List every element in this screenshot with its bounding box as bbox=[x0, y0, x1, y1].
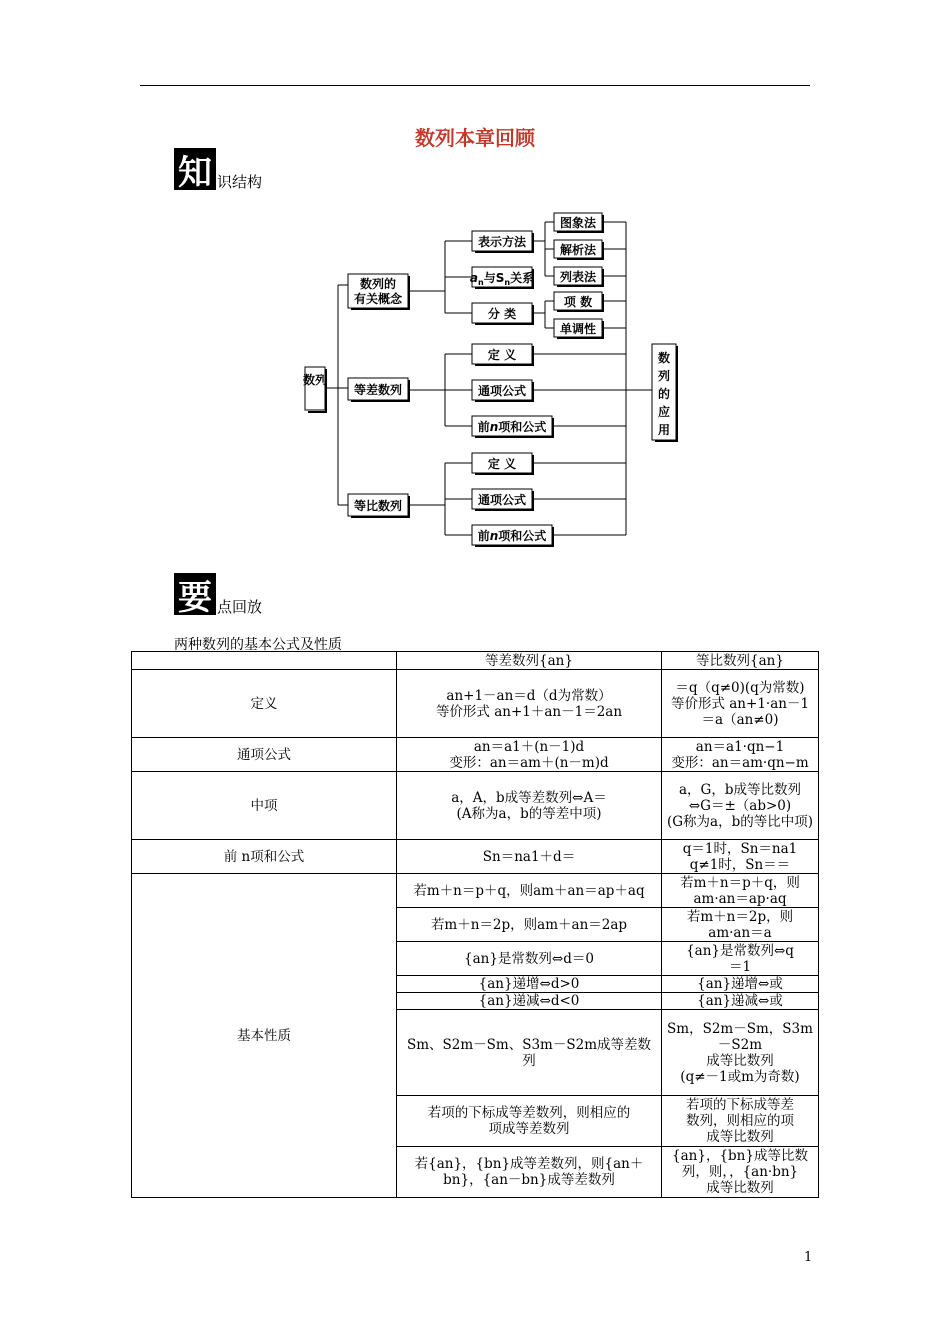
geo-cell: q＝1时，Sn＝na1 q≠1时，Sn＝＝ bbox=[662, 840, 819, 874]
concept-line-2: 有关概念 bbox=[353, 292, 403, 306]
monotonic-node: 单调性 bbox=[559, 322, 597, 336]
geo-sum-node: 前n项和公式 bbox=[477, 529, 547, 543]
table-row bbox=[132, 840, 819, 874]
app-char-3: 的 bbox=[657, 387, 671, 401]
header-rule bbox=[140, 85, 810, 86]
arith-def-node: 定 义 bbox=[487, 348, 517, 362]
app-char-5: 用 bbox=[657, 423, 671, 437]
arith-cell: 若m＋n＝p＋q，则am＋an＝ap＋aq bbox=[397, 874, 662, 908]
arith-cell: Sn＝na1＋d＝ bbox=[397, 840, 662, 874]
formula-table bbox=[131, 651, 819, 1198]
root-label-1: 数列 bbox=[302, 373, 328, 387]
geo-cell: 若m＋n＝2p，则 am·an＝a bbox=[662, 908, 819, 942]
an-sn-node: $a_n$与$S_n$关系 bbox=[469, 271, 535, 287]
geo-cell: {an}是常数列⇔q ＝1 bbox=[662, 942, 819, 976]
section-initial: 知 bbox=[174, 148, 216, 190]
arith-sum-node: 前n项和公式 bbox=[477, 420, 547, 434]
row-label: 前 n项和公式 bbox=[132, 840, 397, 874]
geo-cell: {an}递增⇔或 bbox=[662, 976, 819, 993]
geo-cell: an＝a1·qn−1 变形：an＝am·qn−m bbox=[662, 738, 819, 772]
arith-general-node: 通项公式 bbox=[477, 384, 527, 398]
section-knowledge-structure bbox=[174, 148, 263, 193]
terms-node: 项 数 bbox=[563, 295, 593, 309]
header-cell: 等差数列{an} bbox=[397, 652, 662, 670]
geo-cell: Sm，S2m－Sm，S3m－S2m 成等比数列 (q≠－1或m为奇数) bbox=[662, 1010, 819, 1096]
graph-method-node: 图象法 bbox=[559, 216, 597, 230]
table-header-row bbox=[132, 652, 819, 670]
table-row bbox=[132, 874, 819, 908]
arith-cell: a，A，b成等差数列⇔A＝ (A称为a，b的等差中项) bbox=[397, 772, 662, 840]
list-method-node: 列表法 bbox=[559, 270, 597, 284]
geo-cell: 若项的下标成等差 数列，则相应的项 成等比数列 bbox=[662, 1096, 819, 1147]
arith-cell: Sm、S2m－Sm、S3m－S2m成等差数列 bbox=[397, 1010, 662, 1096]
geo-cell: {an}递减⇔或 bbox=[662, 993, 819, 1010]
app-char-1: 数 bbox=[657, 351, 671, 365]
arith-cell: 若m＋n＝2p，则am＋an＝2ap bbox=[397, 908, 662, 942]
row-label: 基本性质 bbox=[132, 874, 397, 1198]
section-heading: 识结构 bbox=[217, 173, 263, 191]
geo-general-node: 通项公式 bbox=[477, 493, 527, 507]
arith-node: 等差数列 bbox=[353, 383, 403, 397]
table-row bbox=[132, 670, 819, 738]
table-row bbox=[132, 738, 819, 772]
geo-cell: {an}，{bn}成等比数 列，则，，{an·bn} 成等比数列 bbox=[662, 1147, 819, 1198]
section-heading: 点回放 bbox=[217, 598, 263, 616]
arith-cell: 若{an}，{bn}成等差数列，则{an＋ bn}，{an－bn}成等差数列 bbox=[397, 1147, 662, 1198]
arith-cell: {an}是常数列⇔d＝0 bbox=[397, 942, 662, 976]
row-label: 通项公式 bbox=[132, 738, 397, 772]
header-cell bbox=[132, 652, 397, 670]
geo-node: 等比数列 bbox=[353, 499, 403, 513]
app-char-4: 应 bbox=[657, 405, 671, 419]
arith-cell: {an}递增⇔d>0 bbox=[397, 976, 662, 993]
arith-cell: {an}递减⇔d<0 bbox=[397, 993, 662, 1010]
geo-cell: 若m＋n＝p＋q，则 am·an＝ap·aq bbox=[662, 874, 819, 908]
geo-cell: ＝q（q≠0)(q为常数) 等价形式 an+1·an－1＝a（an≠0) bbox=[662, 670, 819, 738]
table-title: 两种数列的基本公式及性质 bbox=[174, 637, 342, 653]
analytic-method-node: 解析法 bbox=[559, 243, 597, 257]
page-number: 1 bbox=[804, 1250, 813, 1265]
table-row bbox=[132, 772, 819, 840]
arith-cell: an＝a1＋(n－1)d 变形：an＝am＋(n－m)d bbox=[397, 738, 662, 772]
arith-cell: an+1－an＝d（d为常数） 等价形式 an+1＋an－1＝2an bbox=[397, 670, 662, 738]
row-label: 定义 bbox=[132, 670, 397, 738]
geo-def-node: 定 义 bbox=[487, 457, 517, 471]
app-char-2: 列 bbox=[657, 369, 671, 383]
knowledge-structure-diagram bbox=[300, 210, 690, 555]
header-cell: 等比数列{an} bbox=[662, 652, 819, 670]
geo-cell: a，G，b成等比数列 ⇔G＝±（ab>0) (G称为a，b的等比中项) bbox=[662, 772, 819, 840]
arith-cell: 若项的下标成等差数列，则相应的 项成等差数列 bbox=[397, 1096, 662, 1147]
concept-line-1: 数列的 bbox=[359, 277, 397, 291]
page-title: 数列本章回顾 bbox=[415, 126, 535, 150]
row-label: 中项 bbox=[132, 772, 397, 840]
represent-node: 表示方法 bbox=[477, 235, 527, 249]
classify-node: 分 类 bbox=[487, 307, 517, 321]
section-key-points bbox=[174, 573, 263, 618]
section-initial: 要 bbox=[174, 573, 216, 615]
